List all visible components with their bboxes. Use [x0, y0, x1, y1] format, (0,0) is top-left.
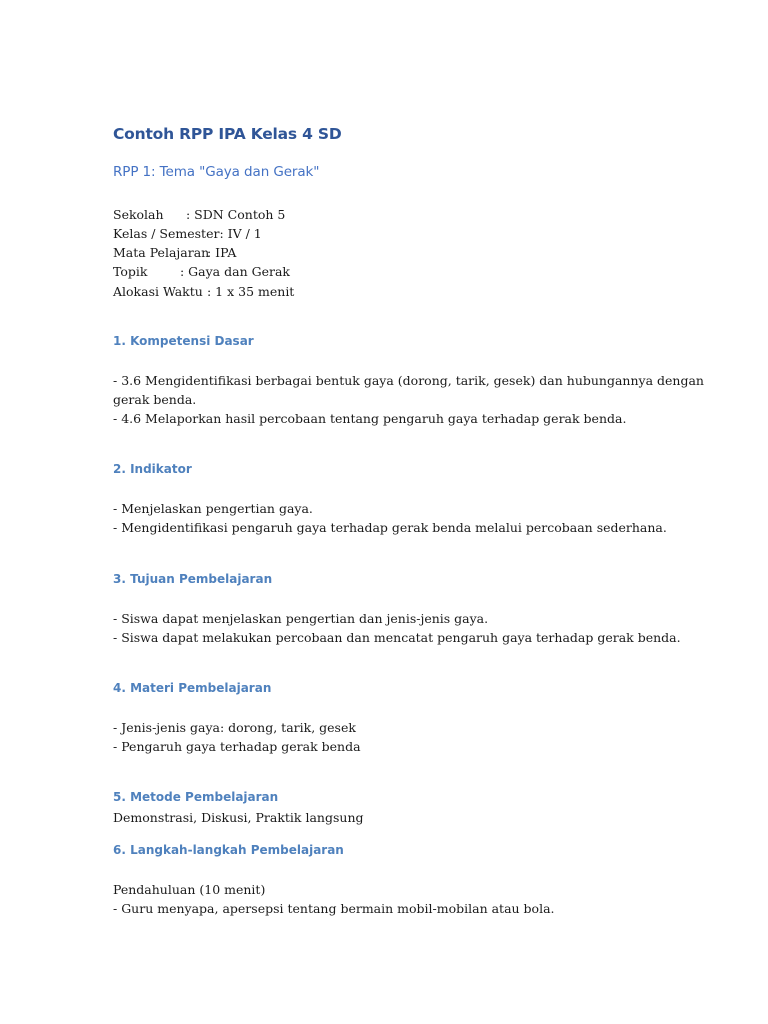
- section-line: Pendahuluan (10 menit): [113, 882, 266, 897]
- section-heading-tujuan: 3. Tujuan Pembelajaran: [113, 572, 273, 586]
- section-line: - Siswa dapat menjelaskan pengertian dan jenis-jenis gaya.: [113, 611, 489, 626]
- identity-label: Alokasi Waktu: [113, 284, 203, 299]
- section-line: gerak benda.: [113, 392, 197, 407]
- section-line: - Guru menyapa, apersepsi tentang bermain mobil-mobilan atau bola.: [113, 901, 555, 916]
- section-line: - Menjelaskan pengertian gaya.: [113, 501, 313, 516]
- section-line: - 3.6 Mengidentifikasi berbagai bentuk gaya (dorong, tarik, gesek) dan hubungannya dengan: [113, 373, 704, 388]
- section-heading-kompetensi: 1. Kompetensi Dasar: [113, 334, 254, 348]
- identity-row-alokasi: [113, 282, 294, 301]
- section-line: - Pengaruh gaya terhadap gerak benda: [113, 739, 361, 754]
- identity-label: Topik: [113, 264, 148, 279]
- identity-value: IV / 1: [223, 226, 262, 241]
- identity-row-topik: [113, 262, 290, 281]
- identity-label: Mata Pelajaran: [113, 245, 210, 260]
- section-heading-metode: 5. Metode Pembelajaran: [113, 790, 279, 804]
- identity-label: Kelas / Semester:: [113, 226, 224, 241]
- section-line: - Siswa dapat melakukan percobaan dan mencatat pengaruh gaya terhadap gerak benda.: [113, 630, 681, 645]
- section-line: Demonstrasi, Diskusi, Praktik langsung: [113, 810, 364, 825]
- identity-row-sekolah: [113, 205, 285, 224]
- identity-row-kelas: [113, 224, 262, 243]
- section-heading-materi: 4. Materi Pembelajaran: [113, 681, 272, 695]
- section-heading-langkah: 6. Langkah-langkah Pembelajaran: [113, 843, 344, 857]
- section-heading-indikator: 2. Indikator: [113, 462, 192, 476]
- identity-label: Sekolah: [113, 207, 164, 222]
- document-title: Contoh RPP IPA Kelas 4 SD: [113, 125, 342, 143]
- section-line: - Jenis-jenis gaya: dorong, tarik, gesek: [113, 720, 356, 735]
- identity-row-mapel: [113, 243, 236, 262]
- identity-value: : Gaya dan Gerak: [180, 264, 290, 279]
- identity-value: : SDN Contoh 5: [186, 207, 286, 222]
- section-line: - Mengidentifikasi pengaruh gaya terhadap gerak benda melalui percobaan sederhana.: [113, 520, 667, 535]
- section-line: - 4.6 Melaporkan hasil percobaan tentang pengaruh gaya terhadap gerak benda.: [113, 411, 627, 426]
- identity-value: : IPA: [207, 245, 237, 260]
- document-subtitle: RPP 1: Tema "Gaya dan Gerak": [113, 164, 320, 180]
- identity-value: : 1 x 35 menit: [207, 284, 295, 299]
